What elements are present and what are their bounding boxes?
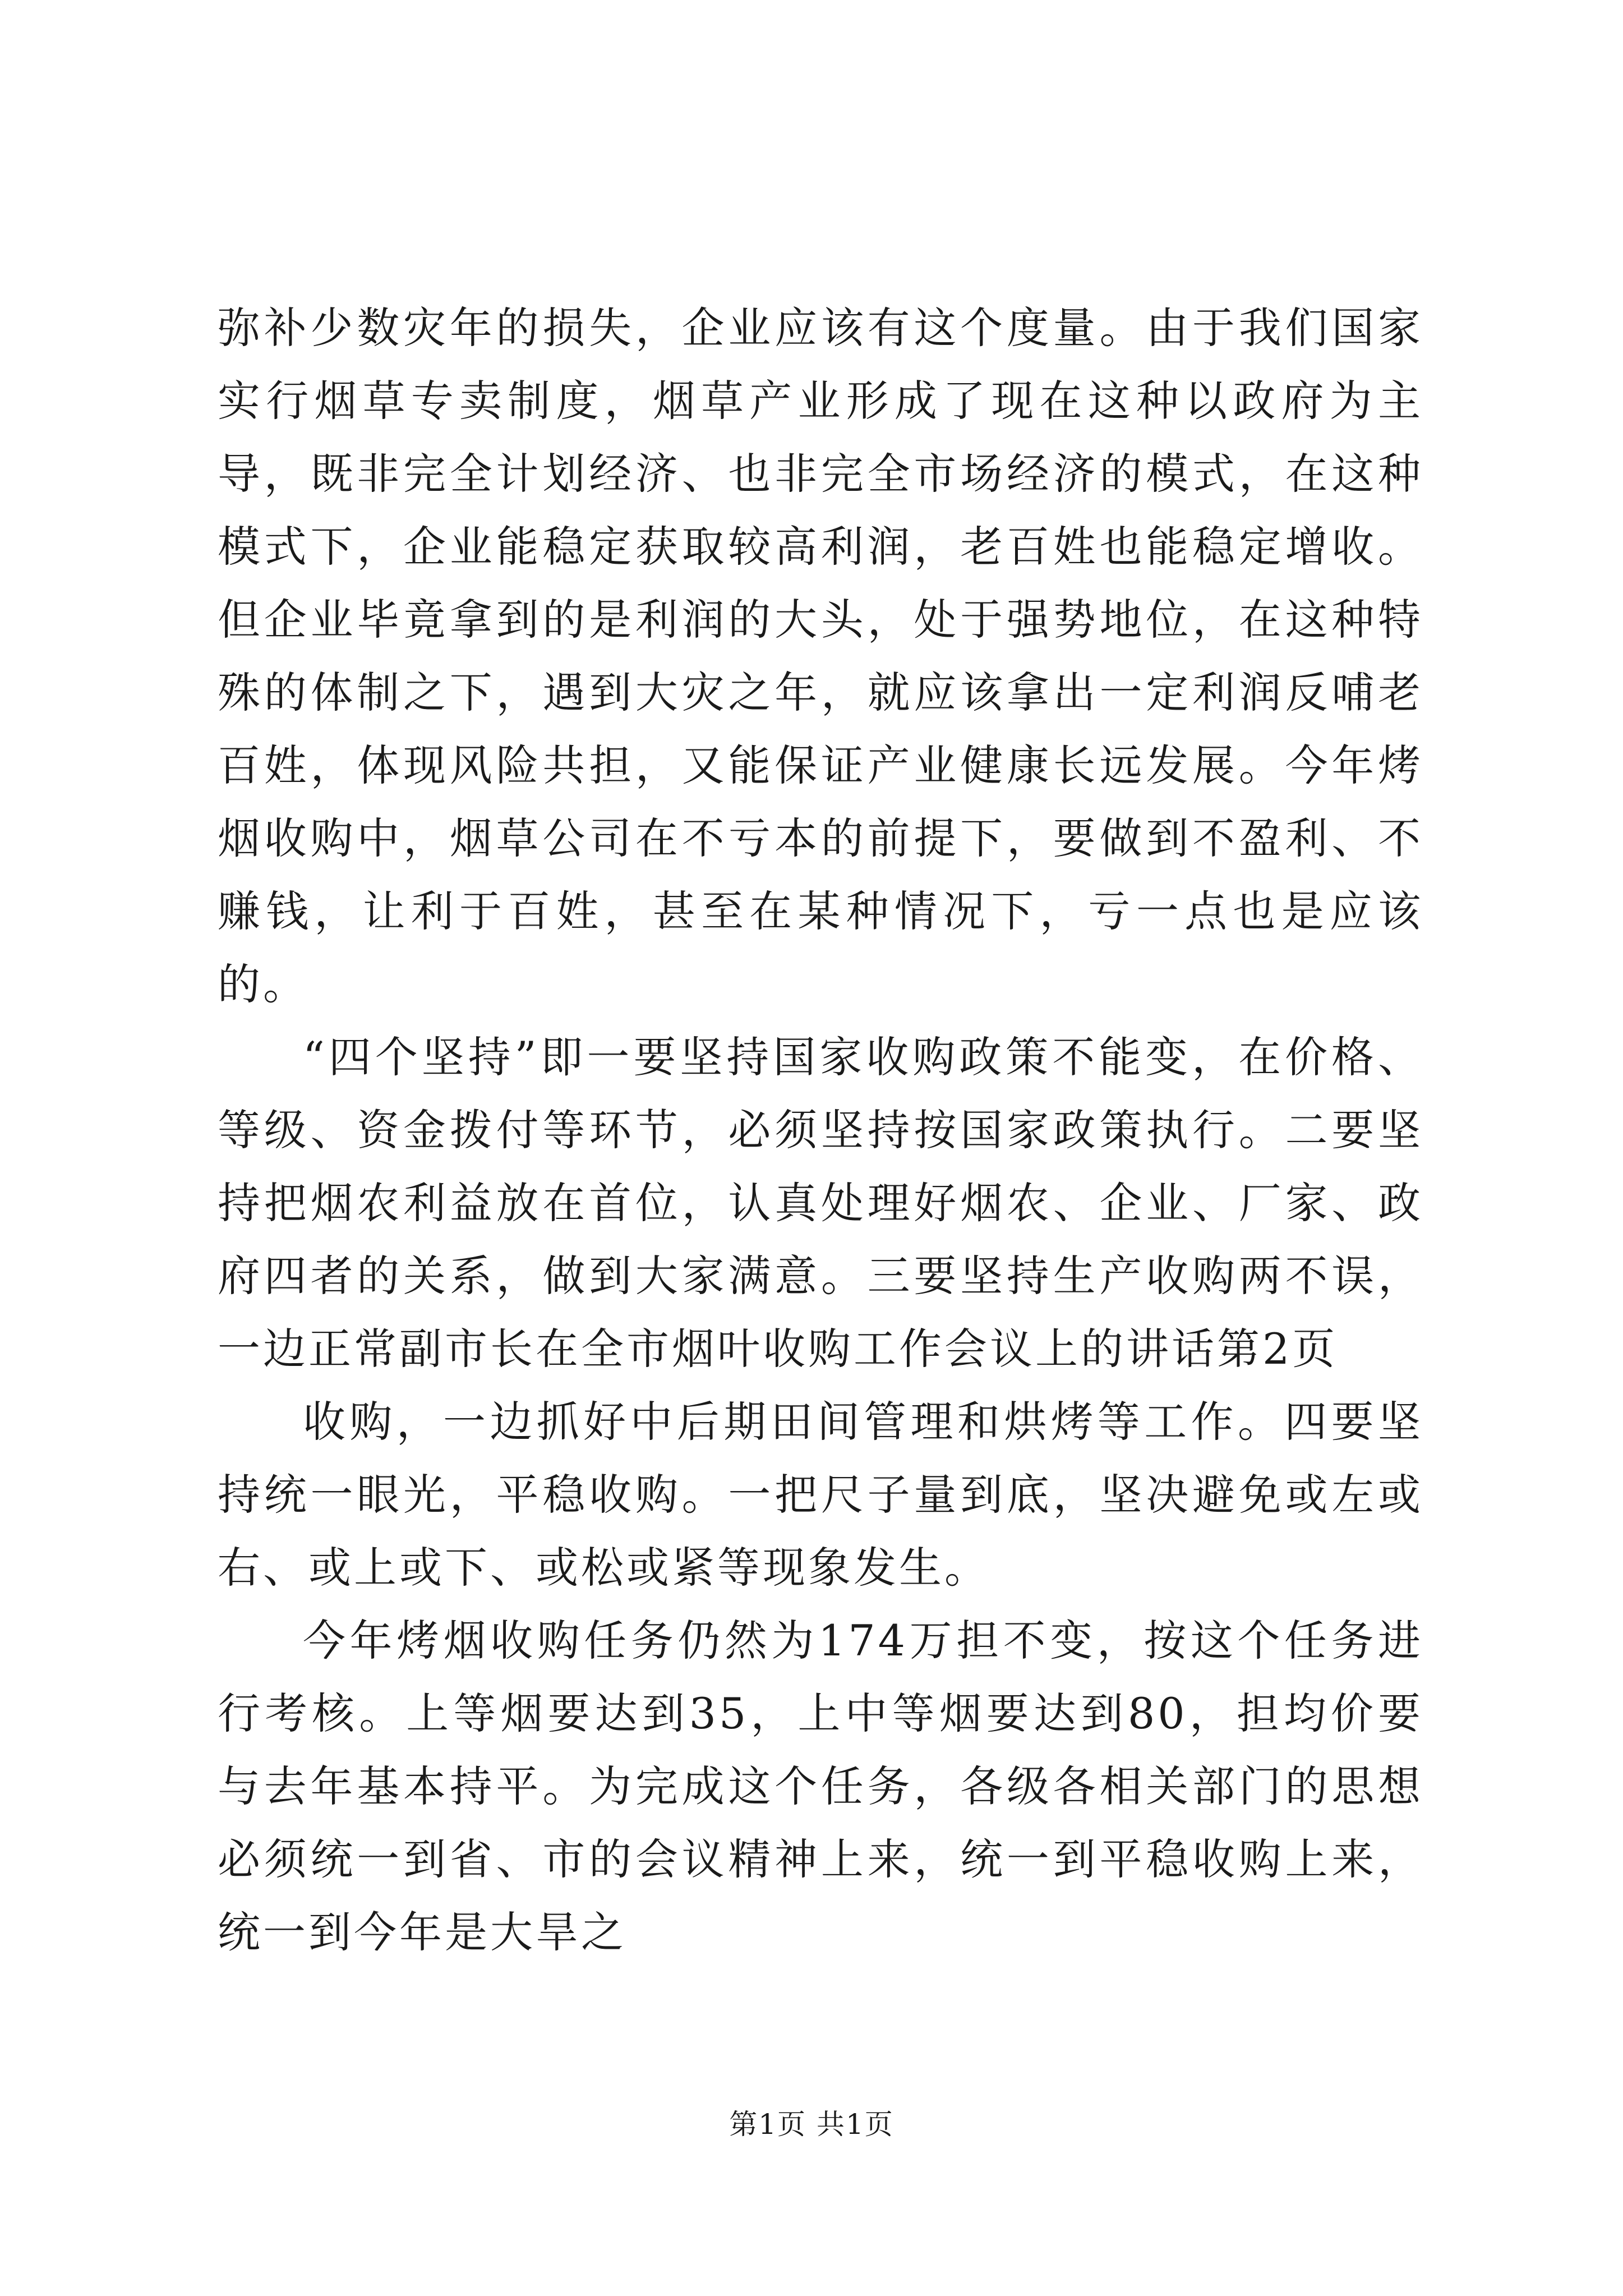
paragraph-4: 今年烤烟收购任务仍然为174万担不变，按这个任务进行考核。上等烟要达到35，上中等烟要达到80，担均价要与去年基本持平。为完成这个任务，各级各相关部门的思想必须统一到省、市的会议精神上来，统一到平稳收购上来，统一到今年是大旱之 bbox=[218, 1616, 1423, 1957]
document-body bbox=[218, 292, 1423, 1969]
paragraph-2: “四个坚持”即一要坚持国家收购政策不能变，在价格、等级、资金拨付等环节，必须坚持按国家政策执行。二要坚持把烟农利益放在首位，认真处理好烟农、企业、厂家、政府四者的关系，做到大家满意。三要坚持生产收购两不误，一边正常副市长在全市烟叶收购工作会议上的讲话第2页 bbox=[218, 1032, 1423, 1374]
page-footer: 第1页 共1页 bbox=[729, 2108, 894, 2141]
paragraph-3: 收购，一边抓好中后期田间管理和烘烤等工作。四要坚持统一眼光，平稳收购。一把尺子量到底，坚决避免或左或右、或上或下、或松或紧等现象发生。 bbox=[218, 1397, 1423, 1593]
paragraph-1: 弥补少数灾年的损失，企业应该有这个度量。由于我们国家实行烟草专卖制度，烟草产业形成了现在这种以政府为主导，既非完全计划经济、也非完全市场经济的模式，在这种模式下，企业能稳定获取较高利润，老百姓也能稳定增收。但企业毕竟拿到的是利润的大头，处于强势地位，在这种特殊的体制之下，遇到大灾之年，就应该拿出一定利润反哺老百姓，体现风险共担，又能保证产业健康长远发展。今年烤烟收购中，烟草公司在不亏本的前提下，要做到不盈利、不赚钱，让利于百姓，甚至在某种情况下，亏一点也是应该的。 bbox=[218, 303, 1423, 1009]
